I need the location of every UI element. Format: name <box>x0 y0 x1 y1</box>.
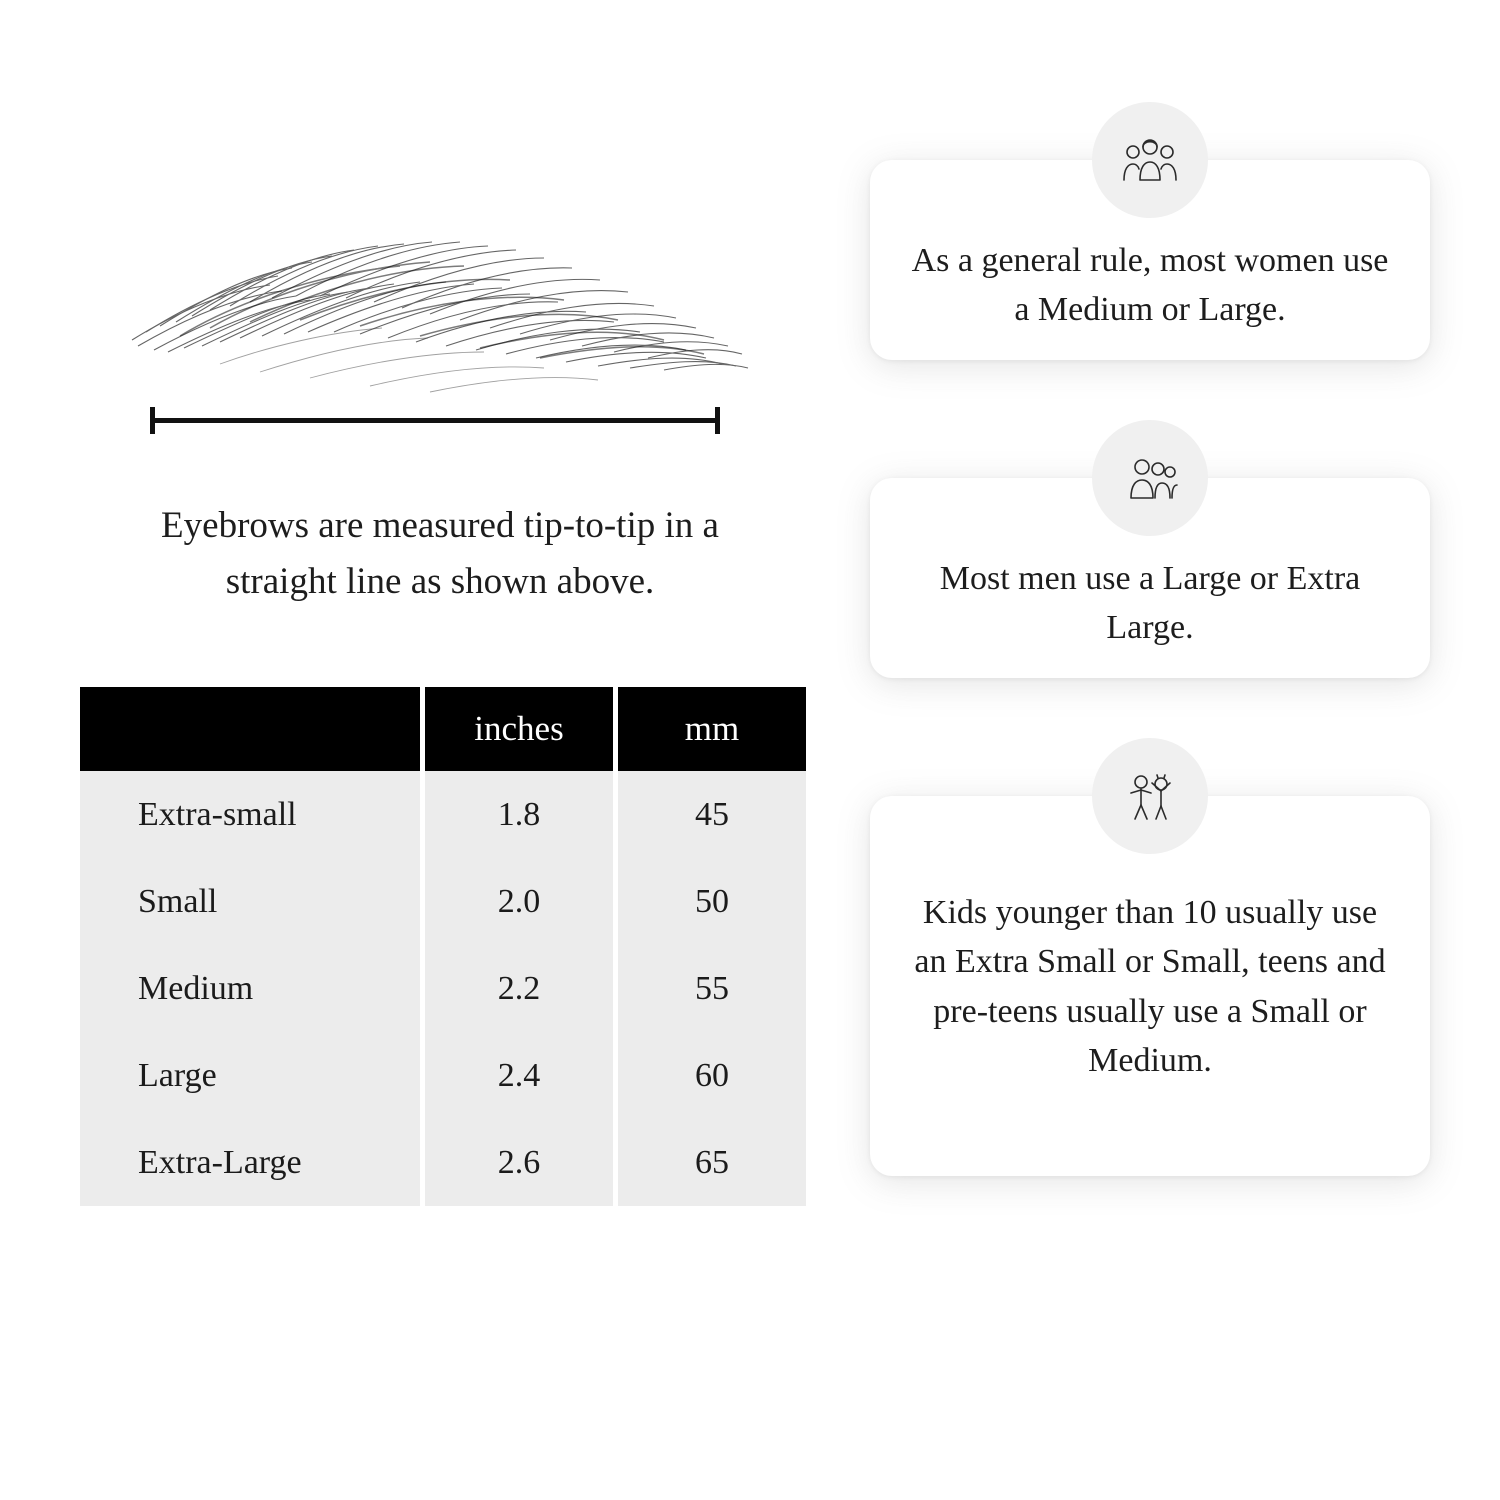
table-row <box>80 858 806 945</box>
measurement-line <box>150 400 720 440</box>
note-text-men: Most men use a Large or Extra Large. <box>939 560 1361 647</box>
men-group-icon <box>1092 420 1208 536</box>
table-header-size <box>80 687 420 771</box>
note-card-men <box>870 478 1430 678</box>
eyebrow-illustration <box>120 150 760 400</box>
cell-inches: 2.6 <box>425 1119 613 1206</box>
measurement-section <box>75 150 805 1206</box>
table-row <box>80 945 806 1032</box>
table-header-inches: inches <box>425 687 613 771</box>
table-header-row <box>80 687 806 771</box>
note-card-women <box>870 160 1430 360</box>
note-text-women: As a general rule, most women use a Medium or Large. <box>911 242 1389 329</box>
measure-end-cap-right <box>715 407 720 434</box>
note-text-kids: Kids younger than 10 usually use an Extra Small or Small, teens and pre-teens usually use a Small or Medium. <box>914 894 1386 1079</box>
women-group-icon <box>1092 102 1208 218</box>
cell-size: Small <box>80 858 420 945</box>
measurement-caption: Eyebrows are measured tip-to-tip in a straight line as shown above. <box>161 505 719 602</box>
cell-size: Extra-small <box>80 771 420 858</box>
cell-mm: 45 <box>618 771 806 858</box>
notes-section <box>870 160 1430 1176</box>
cell-size: Medium <box>80 945 420 1032</box>
cell-inches: 2.0 <box>425 858 613 945</box>
cell-size: Large <box>80 1032 420 1119</box>
cell-mm: 50 <box>618 858 806 945</box>
note-card-kids <box>870 796 1430 1176</box>
cell-mm: 55 <box>618 945 806 1032</box>
table-row <box>80 771 806 858</box>
cell-inches: 1.8 <box>425 771 613 858</box>
table-row <box>80 1032 806 1119</box>
table-row <box>80 1119 806 1206</box>
size-table <box>75 687 811 1206</box>
measure-bar <box>150 418 720 423</box>
kids-icon <box>1092 738 1208 854</box>
cell-mm: 60 <box>618 1032 806 1119</box>
cell-inches: 2.2 <box>425 945 613 1032</box>
cell-mm: 65 <box>618 1119 806 1206</box>
table-header-mm: mm <box>618 687 806 771</box>
cell-size: Extra-Large <box>80 1119 420 1206</box>
cell-inches: 2.4 <box>425 1032 613 1119</box>
